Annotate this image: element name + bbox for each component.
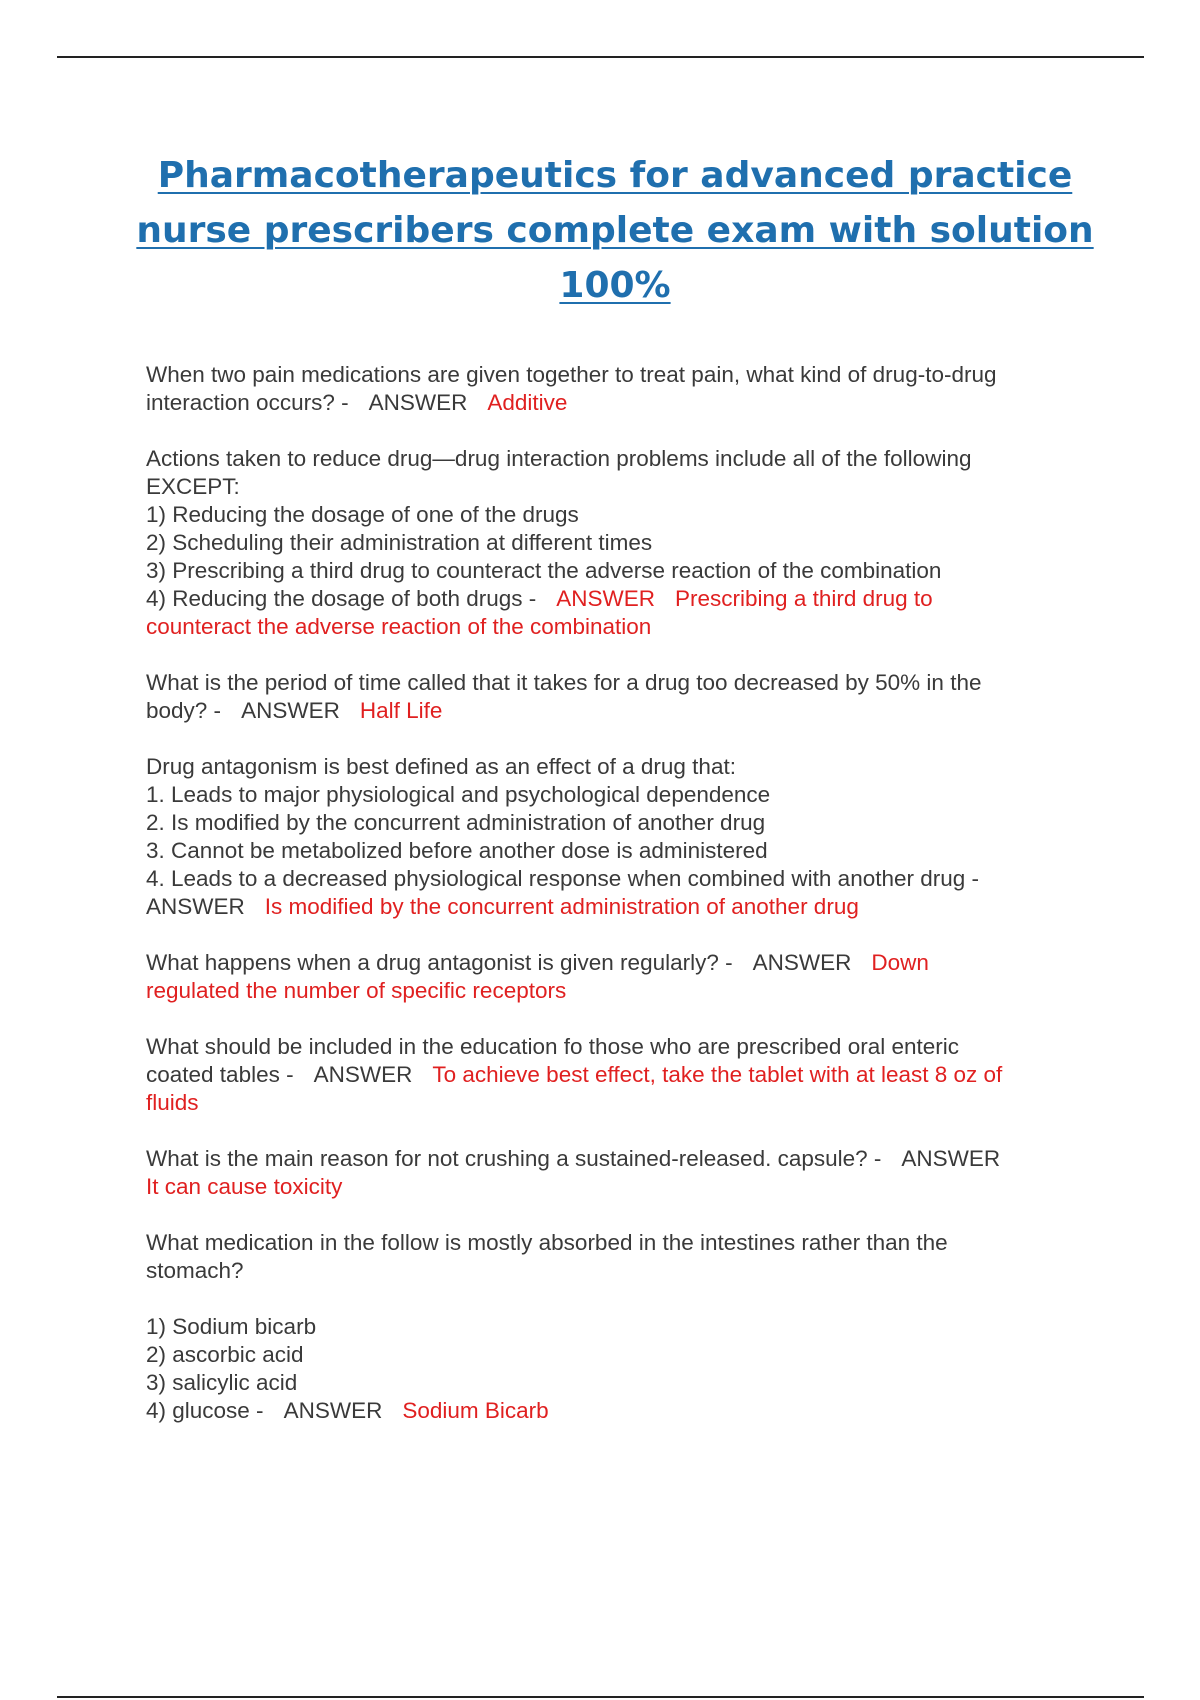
answer-label: ANSWER xyxy=(313,1062,413,1087)
answer-label: ANSWER xyxy=(146,894,245,919)
top-divider xyxy=(57,56,1144,58)
answer-label: ANSWER xyxy=(901,1146,1001,1171)
question-text: What happens when a drug antagonist is given regularly? - xyxy=(146,950,733,975)
document-title xyxy=(120,148,1110,313)
question-text: interaction occurs? - xyxy=(146,390,349,415)
option-3: 3) salicylic acid xyxy=(146,1370,298,1395)
option-4: 4) Reducing the dosage of both drugs - xyxy=(146,586,537,611)
question-text: What is the period of time called that it takes for a drug too decreased by 50% in the xyxy=(146,670,982,695)
question-text: What is the main reason for not crushing a sustained-released. capsule? - xyxy=(146,1146,882,1171)
option-2: 2) ascorbic acid xyxy=(146,1342,304,1367)
bottom-divider xyxy=(57,1696,1144,1698)
question-2 xyxy=(146,445,1076,641)
answer-text: Half Life xyxy=(359,698,443,723)
question-text: When two pain medications are given together to treat pain, what kind of drug-to-drug xyxy=(146,362,997,387)
option-1: 1. Leads to major physiological and psychological dependence xyxy=(146,782,771,807)
answer-text-continued: counteract the adverse reaction of the combination xyxy=(146,614,652,639)
answer-label: ANSWER xyxy=(241,698,340,723)
title-line-3: 100% xyxy=(559,265,671,306)
question-8 xyxy=(146,1229,1076,1425)
option-3: 3) Prescribing a third drug to counteract the adverse reaction of the combination xyxy=(146,558,942,583)
answer-text-continued: fluids xyxy=(146,1090,199,1115)
answer-text: It can cause toxicity xyxy=(146,1174,343,1199)
question-text: Drug antagonism is best defined as an effect of a drug that: xyxy=(146,754,736,779)
question-4 xyxy=(146,753,1076,921)
option-2: 2. Is modified by the concurrent administration of another drug xyxy=(146,810,766,835)
question-6 xyxy=(146,1033,1076,1117)
question-7 xyxy=(146,1145,1076,1201)
option-4: 4) glucose - xyxy=(146,1398,264,1423)
question-3 xyxy=(146,669,1076,725)
question-text: What should be included in the education fo those who are prescribed oral enteric xyxy=(146,1034,959,1059)
option-4: 4. Leads to a decreased physiological response when combined with another drug - xyxy=(146,866,980,891)
option-1: 1) Sodium bicarb xyxy=(146,1314,317,1339)
option-2: 2) Scheduling their administration at different times xyxy=(146,530,653,555)
answer-text: To achieve best effect, take the tablet with at least 8 oz of xyxy=(432,1062,1003,1087)
question-text: Actions taken to reduce drug—drug interaction problems include all of the following xyxy=(146,446,972,471)
answer-label: ANSWER xyxy=(283,1398,383,1423)
question-5 xyxy=(146,949,1076,1005)
question-text: stomach? xyxy=(146,1258,244,1283)
answer-text: Sodium Bicarb xyxy=(402,1398,549,1423)
answer-label: ANSWER xyxy=(556,586,656,611)
answer-text: Down xyxy=(871,950,929,975)
answer-text: Prescribing a third drug to xyxy=(675,586,933,611)
title-line-1: Pharmacotherapeutics for advanced practice xyxy=(157,155,1073,196)
answer-text-continued: regulated the number of specific receptors xyxy=(146,978,567,1003)
question-text: What medication in the follow is mostly absorbed in the intestines rather than the xyxy=(146,1230,948,1255)
answer-text: Is modified by the concurrent administration of another drug xyxy=(264,894,859,919)
question-1 xyxy=(146,361,1076,417)
exam-content xyxy=(146,361,1076,1453)
option-3: 3. Cannot be metabolized before another dose is administered xyxy=(146,838,768,863)
answer-text: Additive xyxy=(487,390,568,415)
option-1: 1) Reducing the dosage of one of the drugs xyxy=(146,502,579,527)
question-text: coated tables - xyxy=(146,1062,294,1087)
answer-label: ANSWER xyxy=(752,950,852,975)
question-text: body? - xyxy=(146,698,222,723)
question-text: EXCEPT: xyxy=(146,474,240,499)
title-line-2: nurse prescribers complete exam with solution xyxy=(136,210,1094,251)
answer-label: ANSWER xyxy=(368,390,468,415)
